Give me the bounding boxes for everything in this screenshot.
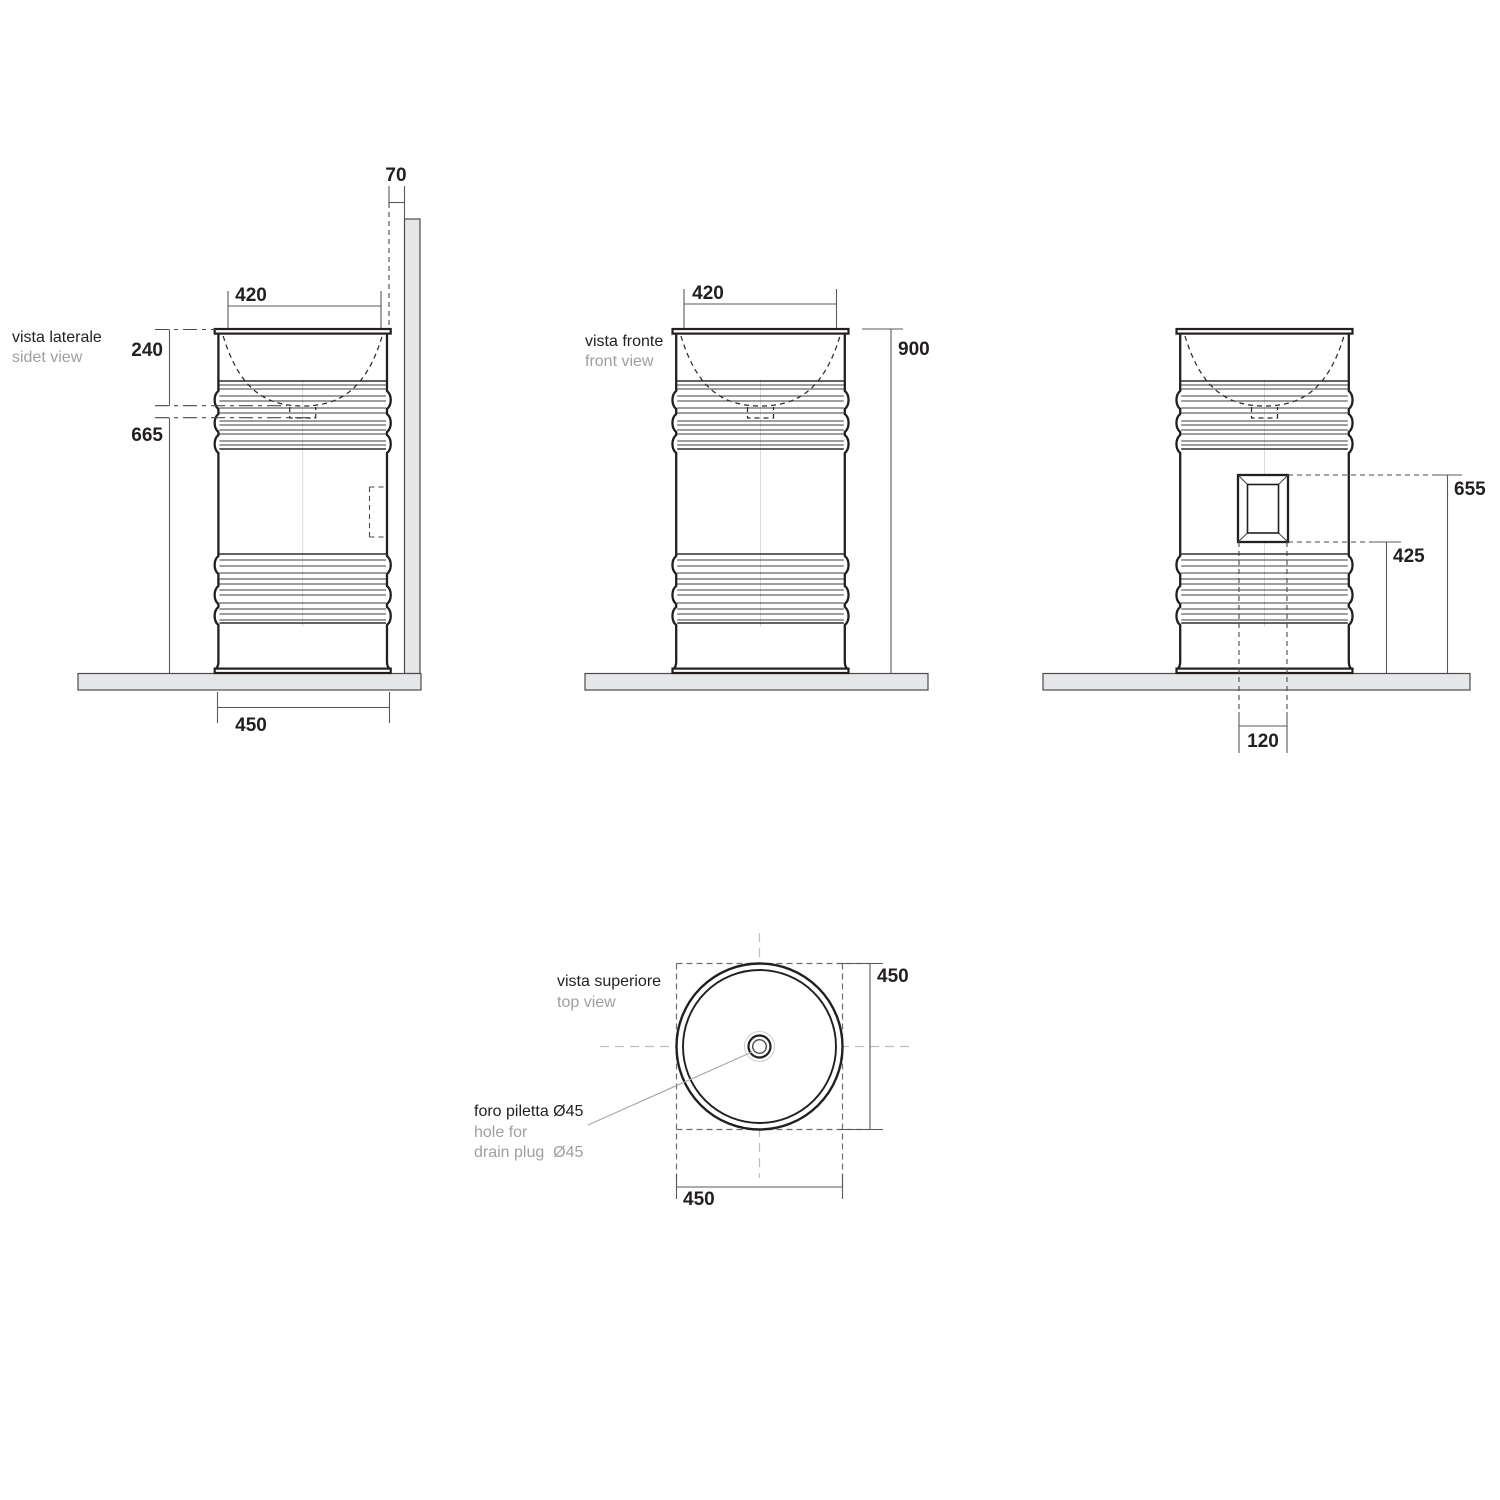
dim-label-240: 240 [131,340,163,361]
front-view [585,283,930,690]
top-view-subtitle: top view [557,994,616,1011]
top-view [474,933,913,1210]
dim-drain-height [131,418,316,673]
dim-niche-top-height [1433,475,1486,673]
front-view-title: vista fronte [585,333,664,350]
dim-label-450-depth: 450 [877,966,909,987]
dim-label-450-width: 450 [683,1189,715,1210]
dim-label-665: 665 [131,425,163,446]
drain-note-line3: drain plug Ø45 [474,1144,584,1161]
wall-section [405,219,421,674]
niche [1238,475,1288,542]
drain-hole [745,1032,775,1062]
drain-note-line2: hole for [474,1124,528,1141]
dim-label-120: 120 [1247,731,1279,752]
floor-section [1043,674,1470,691]
drain-note-line1: foro piletta Ø45 [474,1103,584,1120]
barrel-front [672,329,848,673]
side-view [12,165,421,736]
dim-rim-width-side [228,285,381,328]
side-view-title: vista laterale [12,329,102,346]
floor-section [78,674,421,691]
dim-rim-width-front [684,283,837,328]
dim-label-425: 425 [1393,546,1425,567]
dim-label-655: 655 [1454,479,1486,500]
dim-label-420-side: 420 [235,285,267,306]
dim-niche-width [1239,712,1287,753]
barrel-side [215,329,391,673]
top-view-title: vista superiore [557,973,662,990]
dim-label-450-side: 450 [235,715,267,736]
dim-base-width-side [218,692,390,736]
front-view-subtitle: front view [585,353,654,370]
dim-total-height [862,329,930,673]
rear-view [1043,329,1486,753]
niche-hidden-lines [370,487,388,537]
floor-section [585,674,928,691]
dim-top-width [677,1174,843,1210]
drain-note [474,1103,584,1161]
dim-basin-depth [131,330,287,406]
dim-wall-gap [385,165,406,328]
dim-niche-bottom-height [1372,542,1425,673]
side-view-subtitle: sidet view [12,349,83,366]
dim-label-900: 900 [898,339,930,360]
dim-label-420-front: 420 [692,283,724,304]
dim-label-70: 70 [385,165,407,186]
